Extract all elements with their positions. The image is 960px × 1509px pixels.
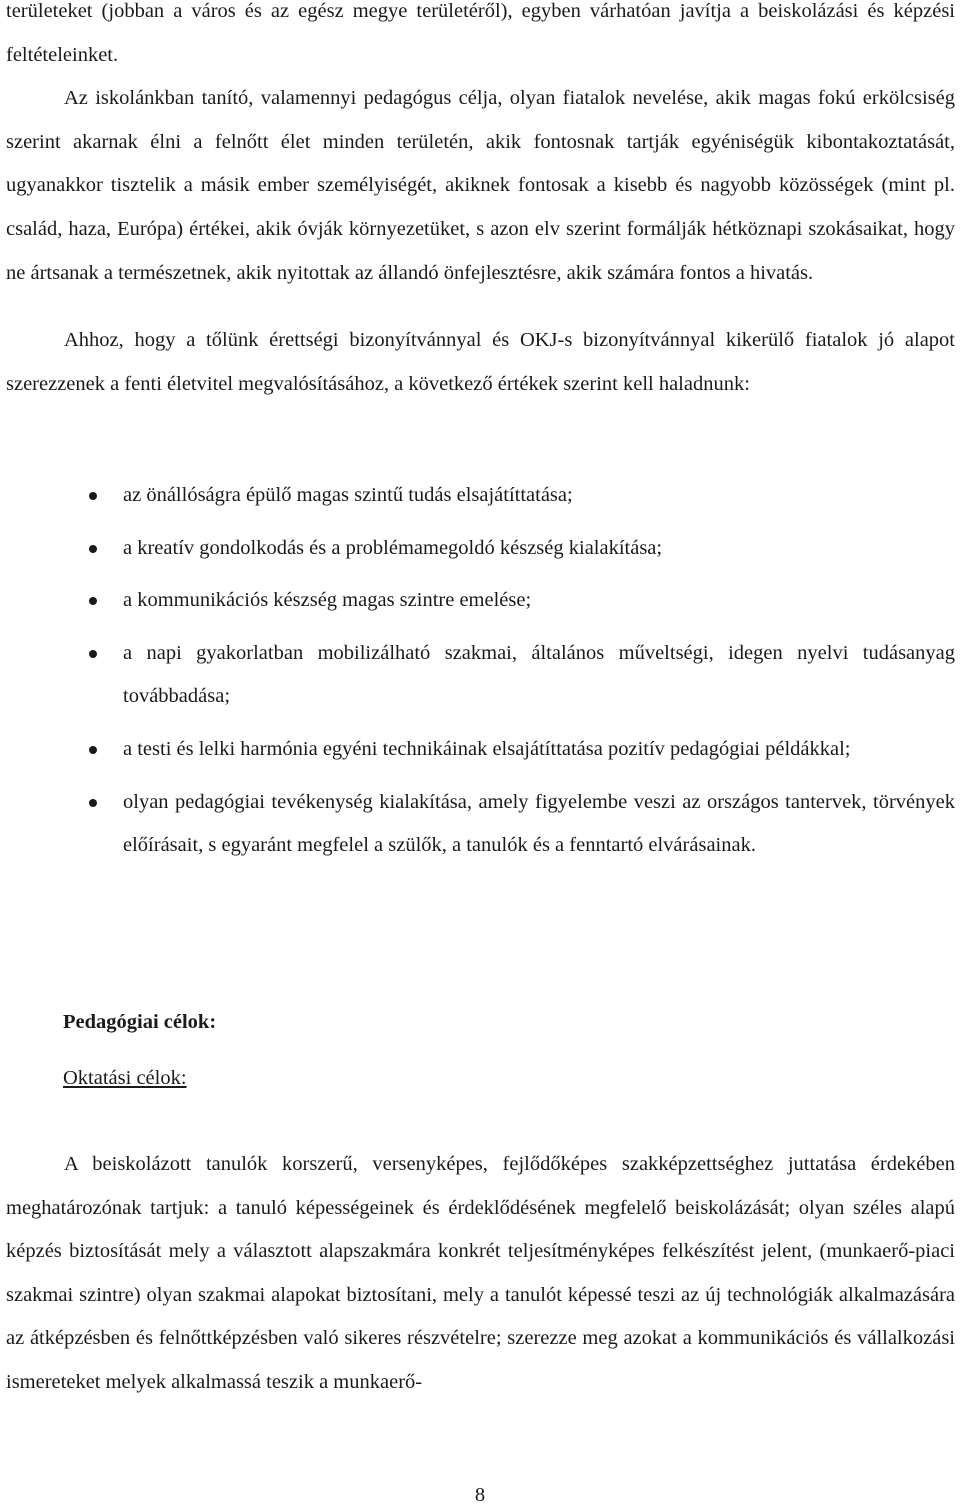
paragraph-pedagogue-goal: Az iskolánkban tanító, valamennyi pedagógus célja, olyan fiatalok nevelése, akik magas fokú erkölcsiség szerint akarnak élni a felnőtt élet minden területén, akik fontosnak tartják egyéniségük kibontakoztatását, ugyanakkor tisztelik a másik ember személyiségét, akiknek fontosak a kisebb és nagyobb közösségek (mint pl. család, haza, Európa) értékei, akik óvják környezetüket, s azon elv szerint formálják hétköznapi szokásaikat, hogy ne ártsanak a természetnek, akik nyitottak az állandó önfejlesztésre, akik számára fontos a hivatás. — [6, 87, 955, 284]
list-item — [6, 728, 955, 772]
paragraph-group-values-intro — [6, 319, 955, 406]
list-item — [6, 579, 955, 623]
values-list — [6, 474, 955, 868]
bullet-icon — [89, 746, 97, 754]
heading-educational-goals: Oktatási célok: — [63, 1067, 187, 1089]
bullet-icon — [89, 545, 97, 553]
list-item-text: a napi gyakorlatban mobilizálható szakmai, általános műveltségi, idegen nyelvi tudásanyag továbbadása; — [123, 641, 955, 708]
list-item — [6, 632, 955, 719]
list-item-text: olyan pedagógiai tevékenység kialakítása, amely figyelembe veszi az országos tantervek, törvények előírásait, s egyaránt megfelel a szülők, a tanulók és a fenntartó elvárásainak. — [123, 790, 955, 857]
paragraph-educational-goals: A beiskolázott tanulók korszerű, versenyképes, fejlődőképes szakképzettséghez juttatása érdekében meghatározónak tartjuk: a tanuló képességeinek és érdeklődésének megfelelő beiskolázását; olyan széles alapú képzés biztosítását mely a választott alapszakmára konkrét teljesítményképes felkészítést jelent, (munkaerő-piaci szakmai szintre) olyan szakmai alapokat biztosítani, mely a tanulót képessé teszi az új technológiák alkalmazására az átképzésben és felnőttképzésben való sikeres részvételre; szerezze meg azokat a kommunikációs és vállalkozási ismereteket melyek alkalmassá teszik a munkaerő- — [6, 1153, 955, 1393]
paragraph-values-intro: Ahhoz, hogy a tőlünk érettségi bizonyítvánnyal és OKJ-s bizonyítvánnyal kikerülő fiatalok jó alapot szerezzenek a fenti életvitel megvalósításához, a következő értékek szerint kell haladnunk: — [6, 329, 955, 395]
list-item — [6, 474, 955, 518]
paragraph-group-top — [6, 0, 955, 295]
list-item — [6, 781, 955, 868]
page-number: 8 — [474, 1484, 486, 1506]
paragraph-group-educational — [6, 1143, 955, 1405]
bullet-icon — [89, 492, 97, 500]
values-list-block — [6, 474, 955, 877]
list-item-text: a testi és lelki harmónia egyéni technikáinak elsajátíttatása pozitív pedagógiai példákkal; — [123, 737, 851, 760]
bullet-icon — [89, 597, 97, 605]
list-item-text: az önállóságra épülő magas szintű tudás elsajátíttatása; — [123, 484, 573, 506]
heading-pedagogical-goals: Pedagógiai célok: — [63, 1011, 217, 1033]
list-item-text: a kommunikációs készség magas szintre emelése; — [123, 589, 532, 612]
bullet-icon — [89, 650, 97, 658]
bullet-icon — [89, 799, 97, 807]
paragraph-intro-continuation: területeket (jobban a város és az egész megye területéről), egyben várhatóan javítja a beiskolázási és képzési feltételeinket. — [6, 0, 955, 66]
list-item — [6, 527, 955, 571]
list-item-text: a kreatív gondolkodás és a problémamegoldó készség kialakítása; — [123, 536, 663, 559]
